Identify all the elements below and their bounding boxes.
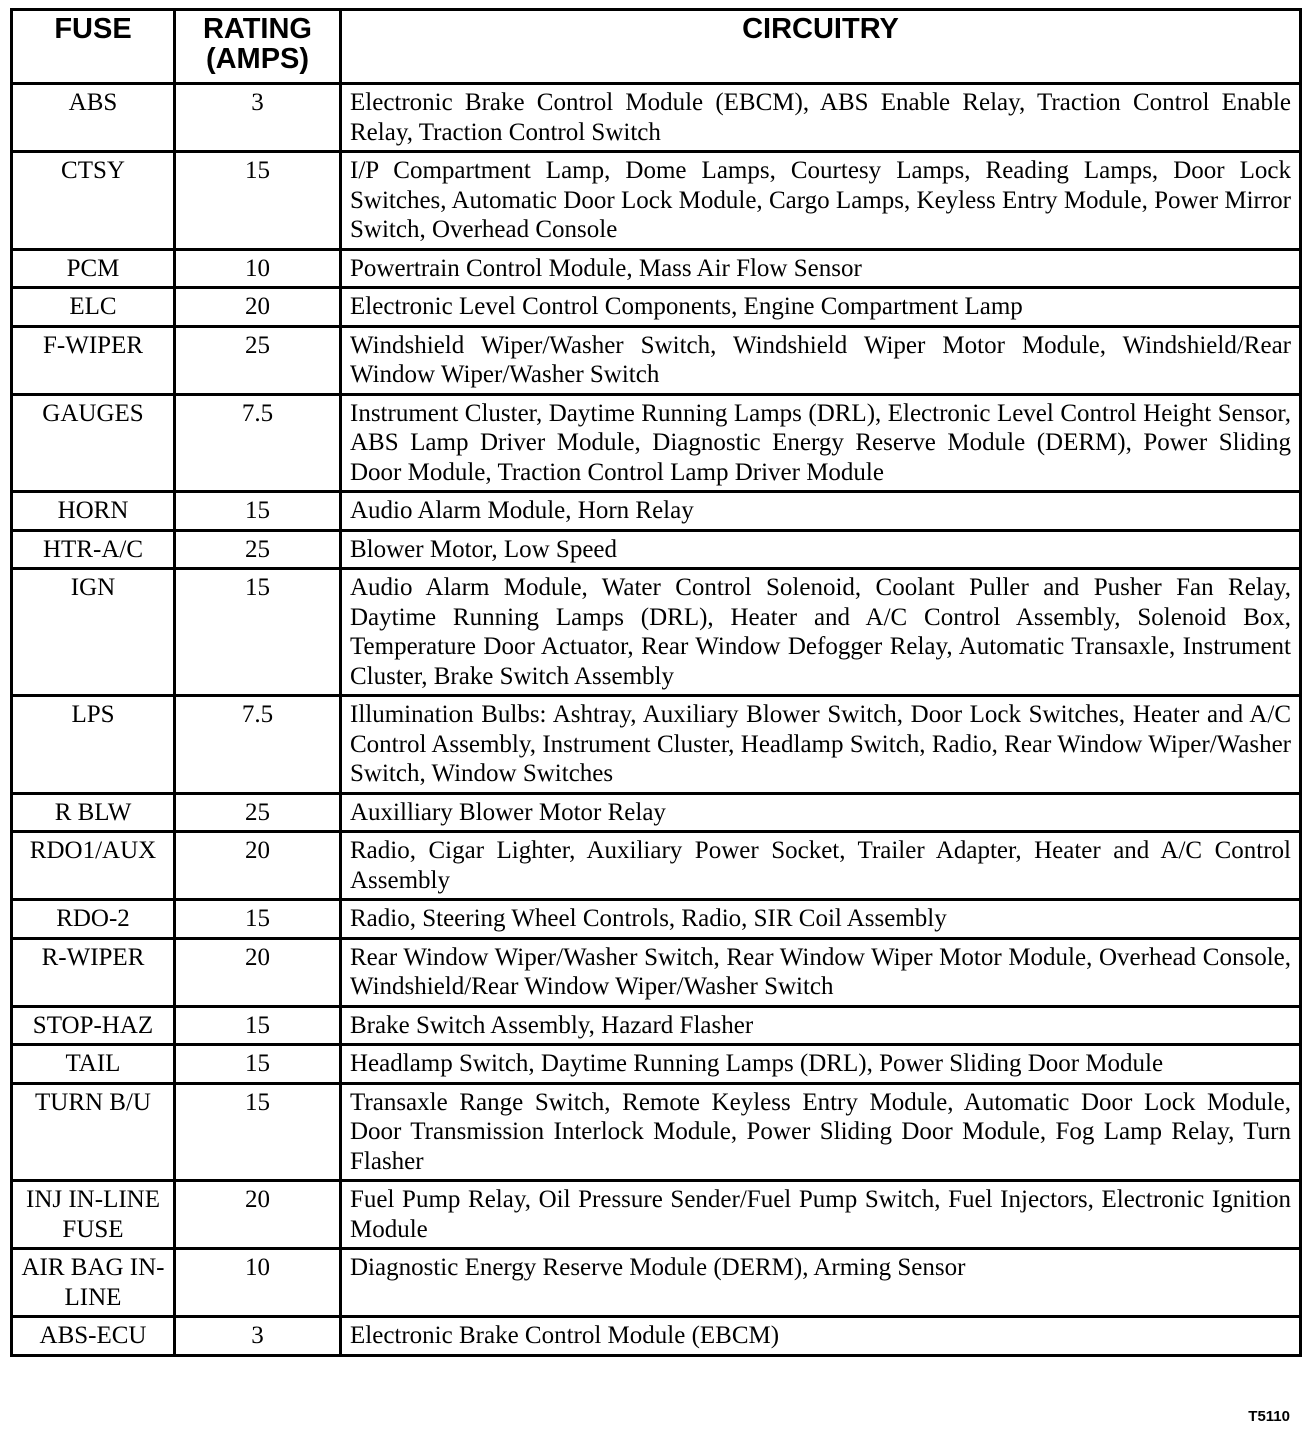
table-row (12, 394, 1301, 492)
circuitry-cell: Powertrain Control Module, Mass Air Flow Sensor (341, 249, 1301, 288)
fuse-cell: AIR BAG IN-LINE (12, 1249, 175, 1317)
fuse-cell: IGN (12, 569, 175, 696)
rating-cell: 7.5 (175, 394, 341, 492)
circuitry-cell: Radio, Steering Wheel Controls, Radio, SIR Coil Assembly (341, 900, 1301, 939)
circuitry-cell: Instrument Cluster, Daytime Running Lamps (DRL), Electronic Level Control Height Sensor, ABS Lamp Driver Module, Diagnostic Energy Reserve Module (DERM), Power Sliding Door Module, Traction Control Lamp Driver Module (341, 394, 1301, 492)
header-row (12, 10, 1301, 84)
table-row (12, 938, 1301, 1006)
fuse-cell: ABS (12, 84, 175, 152)
fuse-cell: STOP-HAZ (12, 1006, 175, 1045)
fuse-cell: CTSY (12, 152, 175, 250)
rating-cell: 15 (175, 152, 341, 250)
circuitry-cell: Diagnostic Energy Reserve Module (DERM), Arming Sensor (341, 1249, 1301, 1317)
table-row (12, 288, 1301, 327)
circuitry-cell: Audio Alarm Module, Water Control Solenoid, Coolant Puller and Pusher Fan Relay, Daytime Running Lamps (DRL), Heater and A/C Control Assembly, Solenoid Box, Temperature Door Actuator, Rear Window Defogger Relay, Automatic Transaxle, Instrument Cluster, Brake Switch Assembly (341, 569, 1301, 696)
circuitry-cell: Electronic Brake Control Module (EBCM), ABS Enable Relay, Traction Control Enable Relay, Traction Control Switch (341, 84, 1301, 152)
fuse-cell: TURN B/U (12, 1083, 175, 1181)
rating-cell: 20 (175, 1181, 341, 1249)
rating-cell: 20 (175, 832, 341, 900)
table-row (12, 900, 1301, 939)
circuitry-cell: Electronic Brake Control Module (EBCM) (341, 1317, 1301, 1356)
circuitry-cell: Blower Motor, Low Speed (341, 530, 1301, 569)
rating-cell: 20 (175, 288, 341, 327)
header-fuse: FUSE (12, 10, 175, 84)
header-rating (175, 10, 341, 84)
table-row (12, 326, 1301, 394)
rating-cell: 20 (175, 938, 341, 1006)
fuse-cell: F-WIPER (12, 326, 175, 394)
rating-cell: 3 (175, 1317, 341, 1356)
fuse-cell: HORN (12, 492, 175, 531)
table-row (12, 1045, 1301, 1084)
fuse-cell: INJ IN-LINE FUSE (12, 1181, 175, 1249)
circuitry-cell: Headlamp Switch, Daytime Running Lamps (DRL), Power Sliding Door Module (341, 1045, 1301, 1084)
fuse-cell: R-WIPER (12, 938, 175, 1006)
circuitry-cell: I/P Compartment Lamp, Dome Lamps, Courtesy Lamps, Reading Lamps, Door Lock Switches, Automatic Door Lock Module, Cargo Lamps, Keyless Entry Module, Power Mirror Switch, Overhead Console (341, 152, 1301, 250)
table-body (12, 84, 1301, 1356)
rating-cell: 3 (175, 84, 341, 152)
table-row (12, 1006, 1301, 1045)
table-row (12, 832, 1301, 900)
fuse-cell: R BLW (12, 793, 175, 832)
fuse-cell: RDO-2 (12, 900, 175, 939)
circuitry-cell: Electronic Level Control Components, Engine Compartment Lamp (341, 288, 1301, 327)
fuse-cell: RDO1/AUX (12, 832, 175, 900)
header-circuitry: CIRCUITRY (341, 10, 1301, 84)
table-row (12, 1249, 1301, 1317)
rating-cell: 15 (175, 569, 341, 696)
rating-cell: 7.5 (175, 696, 341, 794)
table-row (12, 84, 1301, 152)
circuitry-cell: Transaxle Range Switch, Remote Keyless Entry Module, Automatic Door Lock Module, Door Transmission Interlock Module, Power Sliding Door Module, Fog Lamp Relay, Turn Flasher (341, 1083, 1301, 1181)
fuse-table (10, 8, 1302, 1357)
rating-cell: 15 (175, 1045, 341, 1084)
rating-cell: 15 (175, 1083, 341, 1181)
table-row (12, 249, 1301, 288)
rating-cell: 25 (175, 793, 341, 832)
figure-label: T5110 (1248, 1408, 1290, 1425)
table-row (12, 530, 1301, 569)
circuitry-cell: Auxilliary Blower Motor Relay (341, 793, 1301, 832)
fuse-cell: TAIL (12, 1045, 175, 1084)
fuse-cell: ELC (12, 288, 175, 327)
table-row (12, 1181, 1301, 1249)
rating-cell: 10 (175, 1249, 341, 1317)
circuitry-cell: Rear Window Wiper/Washer Switch, Rear Window Wiper Motor Module, Overhead Console, Windshield/Rear Window Wiper/Washer Switch (341, 938, 1301, 1006)
fuse-cell: LPS (12, 696, 175, 794)
circuitry-cell: Fuel Pump Relay, Oil Pressure Sender/Fuel Pump Switch, Fuel Injectors, Electronic Ignition Module (341, 1181, 1301, 1249)
fuse-cell: GAUGES (12, 394, 175, 492)
table-row (12, 1317, 1301, 1356)
circuitry-cell: Brake Switch Assembly, Hazard Flasher (341, 1006, 1301, 1045)
rating-cell: 25 (175, 326, 341, 394)
fuse-cell: PCM (12, 249, 175, 288)
circuitry-cell: Radio, Cigar Lighter, Auxiliary Power Socket, Trailer Adapter, Heater and A/C Control Assembly (341, 832, 1301, 900)
table-row (12, 696, 1301, 794)
table-row (12, 569, 1301, 696)
rating-cell: 15 (175, 1006, 341, 1045)
rating-cell: 10 (175, 249, 341, 288)
header-rating-line2: (AMPS) (205, 43, 310, 75)
header-rating-line1: RATING (202, 13, 312, 45)
rating-cell: 15 (175, 492, 341, 531)
fuse-cell: ABS-ECU (12, 1317, 175, 1356)
rating-cell: 15 (175, 900, 341, 939)
table-row (12, 1083, 1301, 1181)
table-row (12, 152, 1301, 250)
circuitry-cell: Windshield Wiper/Washer Switch, Windshield Wiper Motor Module, Windshield/Rear Window Wiper/Washer Switch (341, 326, 1301, 394)
table-row (12, 793, 1301, 832)
circuitry-cell: Illumination Bulbs: Ashtray, Auxiliary Blower Switch, Door Lock Switches, Heater and A/C Control Assembly, Instrument Cluster, Headlamp Switch, Radio, Rear Window Wiper/Washer Switch, Window Switches (341, 696, 1301, 794)
table-row (12, 492, 1301, 531)
circuitry-cell: Audio Alarm Module, Horn Relay (341, 492, 1301, 531)
fuse-cell: HTR-A/C (12, 530, 175, 569)
rating-cell: 25 (175, 530, 341, 569)
